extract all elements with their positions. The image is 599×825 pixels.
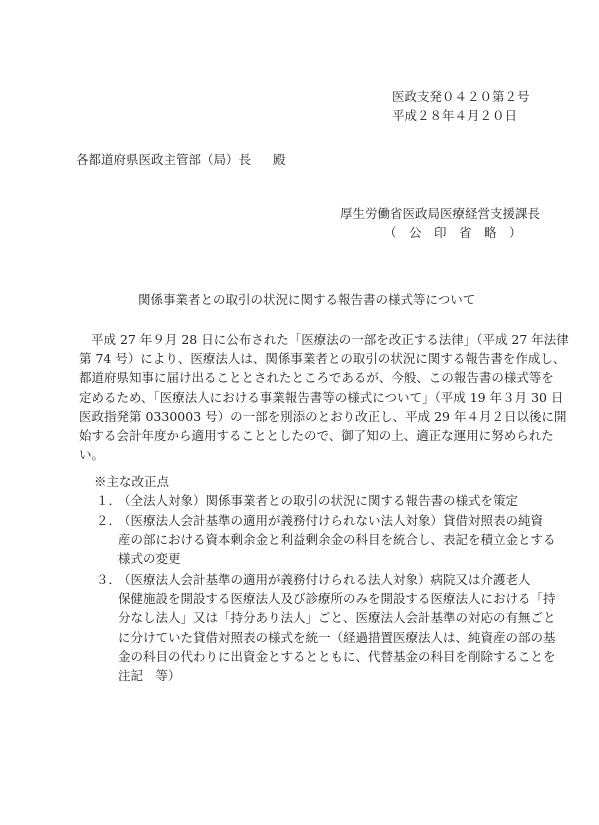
body-line: 定めるため、「医療法人における事業報告書等の様式について」（平成 19 年３月 30 日 [79,389,564,405]
revision-item-line: 注記 等） [118,668,181,684]
sender-block [340,204,580,242]
seal-omitted-note: （ 公 印 省 略 ） [384,225,522,240]
revision-points-heading: ※主な改正点 [94,474,170,489]
body-line: い。 [79,447,105,463]
revision-item-line: 金の科目の代わりに出資金とするとともに、代替基金の科目を削除することを [118,648,556,664]
body-line: 都道府県知事に届け出ることとされたところであるが、今般、この報告書の様式等を [79,370,554,386]
revision-item-number: １． [96,493,122,508]
document-header [392,87,582,125]
revision-item-number: ２． [96,513,122,528]
revision-item-line: 保健施設を開設する医療法人及び診療所のみを開設する医療法人における「持 [118,591,556,607]
addressee-honorific: 殿 [273,152,286,167]
revision-item-line: 産の部における資本剰余金と利益剰余金の科目を統合し、表記を積立金とする [118,532,556,548]
body-paragraph [79,330,569,464]
sender-office: 厚生労働省医政局医療経営支援課長 [340,206,541,221]
addressee-name: 各都道府県医政主管部（局）長 [76,152,252,167]
document-date: 平成２８年４月２０日 [392,108,518,123]
revision-item-number: ３． [96,572,122,587]
document-number: 医政支発０４２０第２号 [392,89,530,104]
addressee [76,150,286,168]
revision-item-line: 分なし法人」又は「持分あり法人」ごと、医療法人会計基準の対応の有無ごと [118,610,556,626]
body-line: 始する会計年度から適用することとしたので、御了知の上、適正な運用に努められた [79,428,554,444]
revision-item-line: （医療法人会計基準の適用が義務付けられる法人対象）病院又は介護老人 [118,572,531,587]
revision-item-line: （全法人対象）関係事業者との取引の状況に関する報告書の様式を策定 [118,493,519,508]
revision-item-line: 様式の変更 [118,551,181,567]
body-line: 第 74 号）により、医療法人は、関係事業者との取引の状況に関する報告書を作成し、 [79,351,566,367]
revision-item-line: （医療法人会計基準の適用が義務付けられない法人対象）貸借対照表の純資 [118,513,544,528]
revision-item [96,570,556,685]
body-line: 医政指発第 0330003 号）の一部を別添のとおり改正し、平成 29 年４月２日以後に開 [79,408,567,424]
revision-item [96,511,556,569]
body-line: 平成 27 年９月 28 日に公布された「医療法の一部を改正する法律」（平成 27 年法律 [91,332,569,347]
revision-item-line: に分けていた貸借対照表の様式を統一（経過措置医療法人は、純資産の部の基 [118,629,556,645]
document-title: 関係事業者との取引の状況に関する報告書の様式等について [138,292,476,307]
revision-item [96,491,556,510]
